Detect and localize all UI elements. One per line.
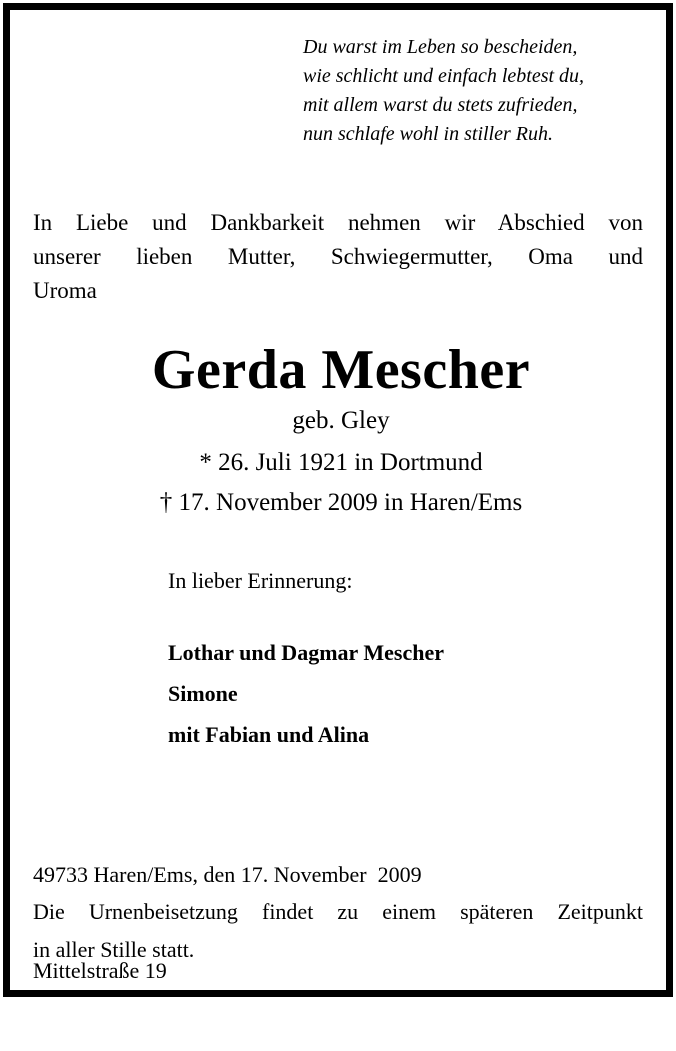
birth-date: * 26. Juli 1921 in Dortmund (199, 449, 483, 476)
intro-line: Uroma (33, 278, 97, 303)
burial-note (33, 893, 643, 969)
poem-line: wie schlicht und einfach lebtest du, (303, 65, 585, 87)
intro-line: In Liebe und Dankbarkeit nehmen wir Abschied von (33, 210, 643, 235)
memory-label: In lieber Erinnerung: (168, 568, 353, 593)
family-line: Simone (168, 681, 238, 706)
family-line: mit Fabian und Alina (168, 722, 370, 747)
poem-verse (303, 33, 584, 149)
intro-paragraph (33, 206, 643, 308)
maiden-name: geb. Gley (292, 407, 390, 434)
deceased-name: Gerda Mescher (151, 339, 531, 401)
intro-line: unserer lieben Mutter, Schwiegermutter, Oma und (33, 244, 643, 269)
family-signatories (168, 632, 444, 755)
death-date: † 17. November 2009 in Haren/Ems (159, 489, 523, 516)
poem-line: Du warst im Leben so bescheiden, (303, 36, 578, 58)
street-address: Mittelstraße 19 (33, 958, 167, 983)
note-line: in aller Stille statt. (33, 937, 195, 962)
place-date: 49733 Haren/Ems, den 17. November 2009 (33, 862, 422, 887)
obituary-notice (3, 3, 673, 997)
poem-line: mit allem warst du stets zufrieden, (303, 94, 578, 116)
note-line: Die Urnenbeisetzung findet zu einem späteren Zeitpunkt (33, 899, 643, 924)
poem-line: nun schlafe wohl in stiller Ruh. (303, 123, 553, 145)
family-line: Lothar und Dagmar Mescher (168, 640, 445, 665)
